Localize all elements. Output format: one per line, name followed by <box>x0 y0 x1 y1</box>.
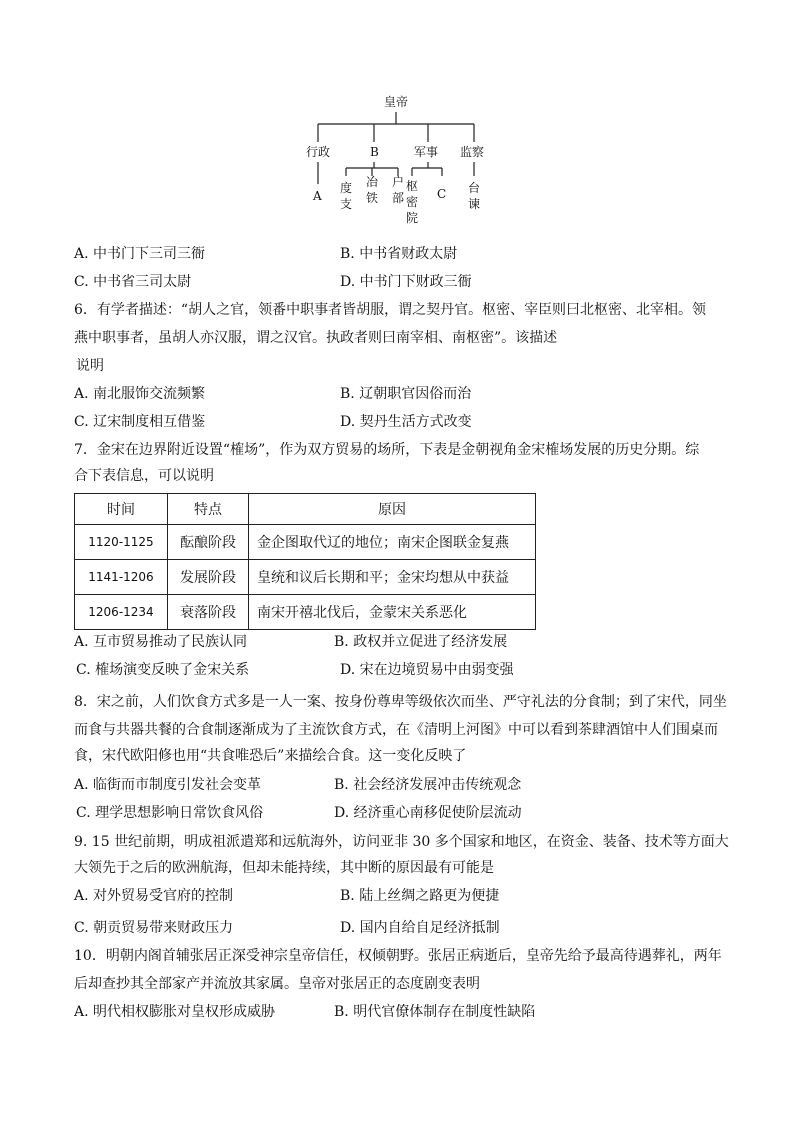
diagram-b-child-2b: 铁 <box>366 191 379 205</box>
table-cell-reason: 金企图取代辽的地位；南宋企图联金复燕 <box>249 525 536 560</box>
table-cell-feature: 酝酿阶段 <box>168 525 249 560</box>
q6-stem-line-2: 燕中职事者，虽胡人亦汉服，谓之汉官。执政者则曰南宰相、南枢密”。该描述 <box>74 330 558 346</box>
q5-option-a[interactable]: A. 中书门下三司三衙 <box>74 246 206 262</box>
q7-option-c[interactable]: C. 榷场演变反映了金宋关系 <box>76 662 250 678</box>
diagram-ov-child-a: 台 <box>468 181 481 195</box>
q5-option-b[interactable]: B. 中书省财政太尉 <box>340 246 458 262</box>
table-row <box>75 595 536 630</box>
diagram-b-child-1b: 支 <box>340 197 353 211</box>
q9-option-a[interactable]: A. 对外贸易受官府的控制 <box>74 888 234 904</box>
q6-option-d[interactable]: D. 契丹生活方式改变 <box>340 414 472 430</box>
q8-stem-line-1: 8．宋之前，人们饮食方式多是一人一案、按身份尊卑等级依次而坐、严守礼法的分食制；到了宋代，同坐 <box>74 694 727 710</box>
q6-option-a[interactable]: A. 南北服饰交流频繁 <box>74 386 206 402</box>
diagram-b-child-3a: 户 <box>392 175 405 189</box>
q8-option-a[interactable]: A. 临街而市制度引发社会变革 <box>74 777 262 793</box>
q9-stem-line-2: 大领先于之后的欧洲航海，但却未能持续，其中断的原因最有可能是 <box>74 860 494 876</box>
q6-option-b[interactable]: B. 辽朝职官因俗而治 <box>340 386 472 402</box>
table-header-reason: 原因 <box>249 494 536 525</box>
q9-stem-line-1: 9. 15 世纪前期，明成祖派遣郑和远航海外，访问亚非 30 多个国家和地区，在资金、装备、技术等方面大 <box>74 834 729 850</box>
q9-option-c[interactable]: C. 朝贡贸易带来财政压力 <box>74 920 234 936</box>
government-structure-diagram <box>300 92 500 232</box>
table-cell-time: 1120-1125 <box>75 525 168 560</box>
diagram-b-child-2a: 冶 <box>366 175 379 189</box>
diagram-b-child-1a: 度 <box>340 181 353 195</box>
diagram-node-admin: 行政 <box>306 145 331 159</box>
diagram-mil-child-1b: 密 <box>406 195 419 209</box>
table-cell-time: 1206-1234 <box>75 595 168 630</box>
q6-stem-line-3: 说明 <box>76 358 104 374</box>
table-header-time: 时间 <box>75 494 168 525</box>
q9-option-b[interactable]: B. 陆上丝绸之路更为便捷 <box>340 888 500 904</box>
q8-stem-line-2: 而食与共器共餐的合食制逐渐成为了主流饮食方式，在《清明上河图》中可以看到茶肆酒馆中人们围桌而 <box>74 722 718 738</box>
table-header-row <box>75 494 536 525</box>
q5-option-c[interactable]: C. 中书省三司太尉 <box>74 274 192 290</box>
q7-stem-line-1: 7．金宋在边界附近设置“榷场”，作为双方贸易的场所，下表是金朝视角金宋榷场发展的历史分期。综 <box>74 442 700 458</box>
q10-option-a[interactable]: A. 明代相权膨胀对皇权形成威胁 <box>74 1004 276 1020</box>
q5-option-d[interactable]: D. 中书门下财政三衙 <box>340 274 472 290</box>
org-chart-svg <box>300 92 500 232</box>
q9-option-d[interactable]: D. 国内自给自足经济抵制 <box>340 920 500 936</box>
q6-option-c[interactable]: C. 辽宋制度相互借鉴 <box>74 414 206 430</box>
q8-stem-line-3: 食，宋代欧阳修也用“共食唯恐后”来描绘合食。这一变化反映了 <box>74 748 467 764</box>
table-row <box>75 560 536 595</box>
diagram-ov-child-b: 谏 <box>468 197 481 211</box>
diagram-mil-child-1c: 院 <box>406 211 419 225</box>
diagram-node-c: C <box>437 187 447 201</box>
table-cell-feature: 发展阶段 <box>168 560 249 595</box>
q7-option-a[interactable]: A. 互市贸易推动了民族认同 <box>74 634 248 650</box>
q10-option-b[interactable]: B. 明代官僚体制存在制度性缺陷 <box>334 1004 536 1020</box>
q8-option-d[interactable]: D. 经济重心南移促使阶层流动 <box>334 805 522 821</box>
table-cell-reason: 南宋开禧北伐后，金蒙宋关系恶化 <box>249 595 536 630</box>
diagram-node-b: B <box>370 145 379 159</box>
diagram-node-military: 军事 <box>414 145 439 159</box>
table-cell-reason: 皇统和议后长期和平；金宋均想从中获益 <box>249 560 536 595</box>
diagram-node-oversight: 监察 <box>460 145 485 159</box>
diagram-b-child-3b: 部 <box>392 191 405 205</box>
table-row <box>75 525 536 560</box>
diagram-top: 皇帝 <box>384 95 409 109</box>
q10-stem-line-1: 10．明朝内阁首辅张居正深受神宗皇帝信任，权倾朝野。张居正病逝后，皇帝先给予最高待遇葬礼，两年 <box>74 948 722 964</box>
q6-stem-line-1: 6．有学者描述：“胡人之官，领番中职事者皆胡服，谓之契丹官。枢密、宰臣则曰北枢密、北宰相。领 <box>74 302 707 318</box>
q8-option-c[interactable]: C. 理学思想影响日常饮食风俗 <box>76 805 264 821</box>
table-header-feature: 特点 <box>168 494 249 525</box>
q7-option-d[interactable]: D. 宋在边境贸易中由弱变强 <box>340 662 514 678</box>
q8-option-b[interactable]: B. 社会经济发展冲击传统观念 <box>334 777 522 793</box>
q7-option-b[interactable]: B. 政权并立促进了经济发展 <box>334 634 508 650</box>
table-cell-time: 1141-1206 <box>75 560 168 595</box>
q10-stem-line-2: 后却查抄其全部家产并流放其家属。皇帝对张居正的态度剧变表明 <box>74 976 480 992</box>
diagram-mil-child-1a: 枢 <box>406 179 419 193</box>
trade-market-table <box>74 493 536 630</box>
table-cell-feature: 衰落阶段 <box>168 595 249 630</box>
diagram-node-a: A <box>313 189 322 203</box>
q7-stem-line-2: 合下表信息，可以说明 <box>74 468 214 484</box>
